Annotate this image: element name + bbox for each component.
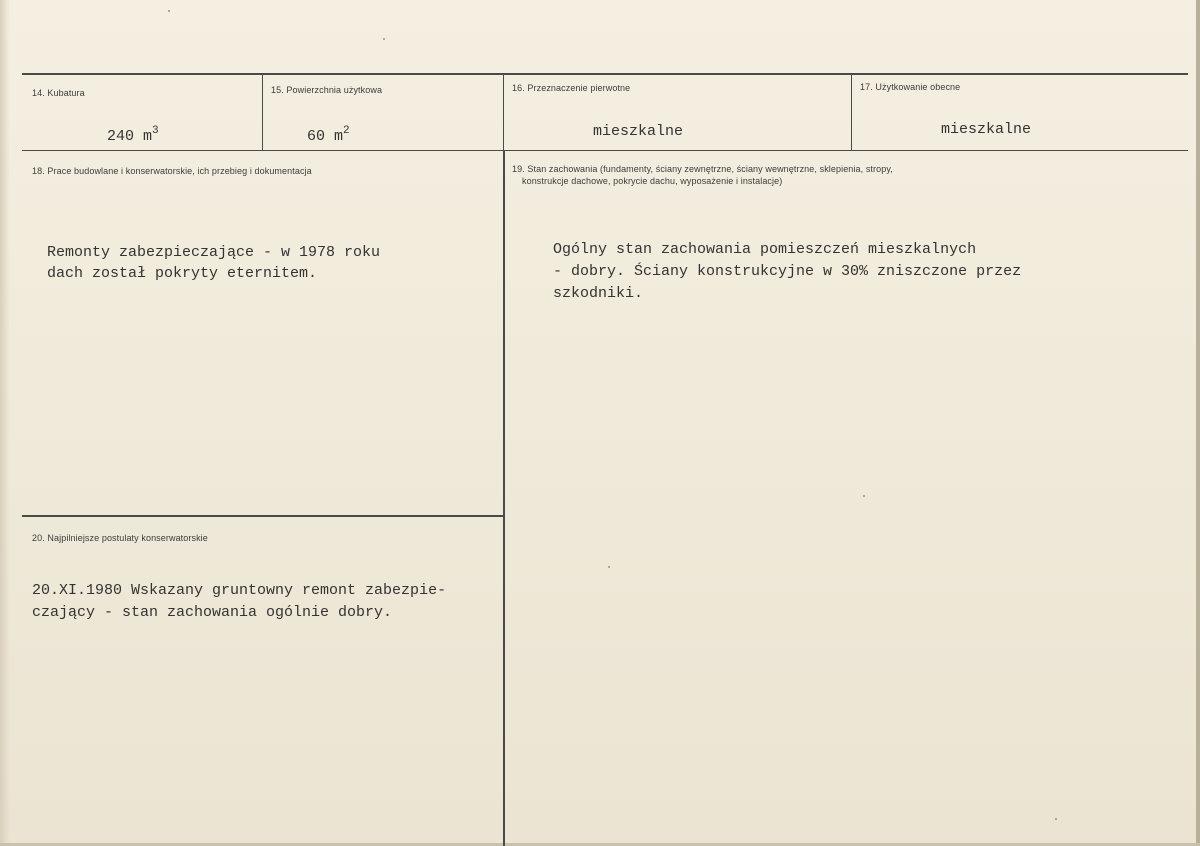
paper-speck (168, 10, 170, 12)
row1-bottom-rule (22, 150, 1188, 151)
field-18-line-1: Remonty zabezpieczające - w 1978 roku (47, 244, 381, 261)
paper-speck (1055, 818, 1057, 820)
divider-16-17 (851, 74, 852, 151)
field-15-unit-exponent: 2 (343, 125, 350, 137)
top-rule (22, 73, 1188, 75)
field-19-line-2: - dobry. Ściany konstrukcyjne w 30% zniszczone przez (553, 263, 1022, 280)
main-column-divider (503, 151, 505, 846)
field-14-value-text: 240 m (107, 128, 153, 145)
field-20-label: 20. Najpilniejsze postulaty konserwatorskie (32, 533, 208, 543)
field-16-label: 16. Przeznaczenie pierwotne (512, 83, 631, 93)
paper-speck (383, 38, 385, 40)
field-18-label: 18. Prace budowlane i konserwatorskie, ich przebieg i dokumentacja (32, 166, 312, 176)
field-17-value: mieszkalne (941, 121, 1032, 138)
field-15-label: 15. Powierzchnia użytkowa (271, 85, 383, 95)
field-16-value: mieszkalne (593, 123, 684, 140)
field-20-line-2: czający - stan zachowania ogólnie dobry. (32, 604, 393, 621)
paper-speck (863, 495, 865, 497)
divider-15-16 (503, 74, 504, 151)
field-20-line-1: 20.XI.1980 Wskazany gruntowny remont zabezpie- (32, 582, 447, 599)
field-19-line-1: Ogólny stan zachowania pomieszczeń mieszkalnych (553, 241, 977, 258)
field-14-value (107, 121, 159, 147)
field-19-label-line-2: konstrukcje dachowe, pokrycie dachu, wyposażenie i instalacje) (522, 176, 783, 186)
card-right-edge (1196, 0, 1200, 846)
card-left-shadow (0, 0, 10, 846)
field-18-line-2: dach został pokryty eternitem. (47, 265, 318, 282)
paper-speck (608, 566, 610, 568)
field-14-label: 14. Kubatura (32, 88, 85, 98)
field-19-line-3: szkodniki. (553, 285, 644, 302)
field-15-value-text: 60 m (307, 128, 344, 145)
field-19-label-line-1: 19. Stan zachowania (fundamenty, ściany zewnętrzne, ściany wewnętrzne, sklepienia, stropy, (512, 164, 893, 174)
field18-bottom-rule (22, 515, 503, 517)
field-17-label: 17. Użytkowanie obecne (860, 82, 961, 92)
field-14-unit-exponent: 3 (152, 125, 159, 137)
field-15-value (307, 121, 350, 147)
divider-14-15 (262, 74, 263, 151)
